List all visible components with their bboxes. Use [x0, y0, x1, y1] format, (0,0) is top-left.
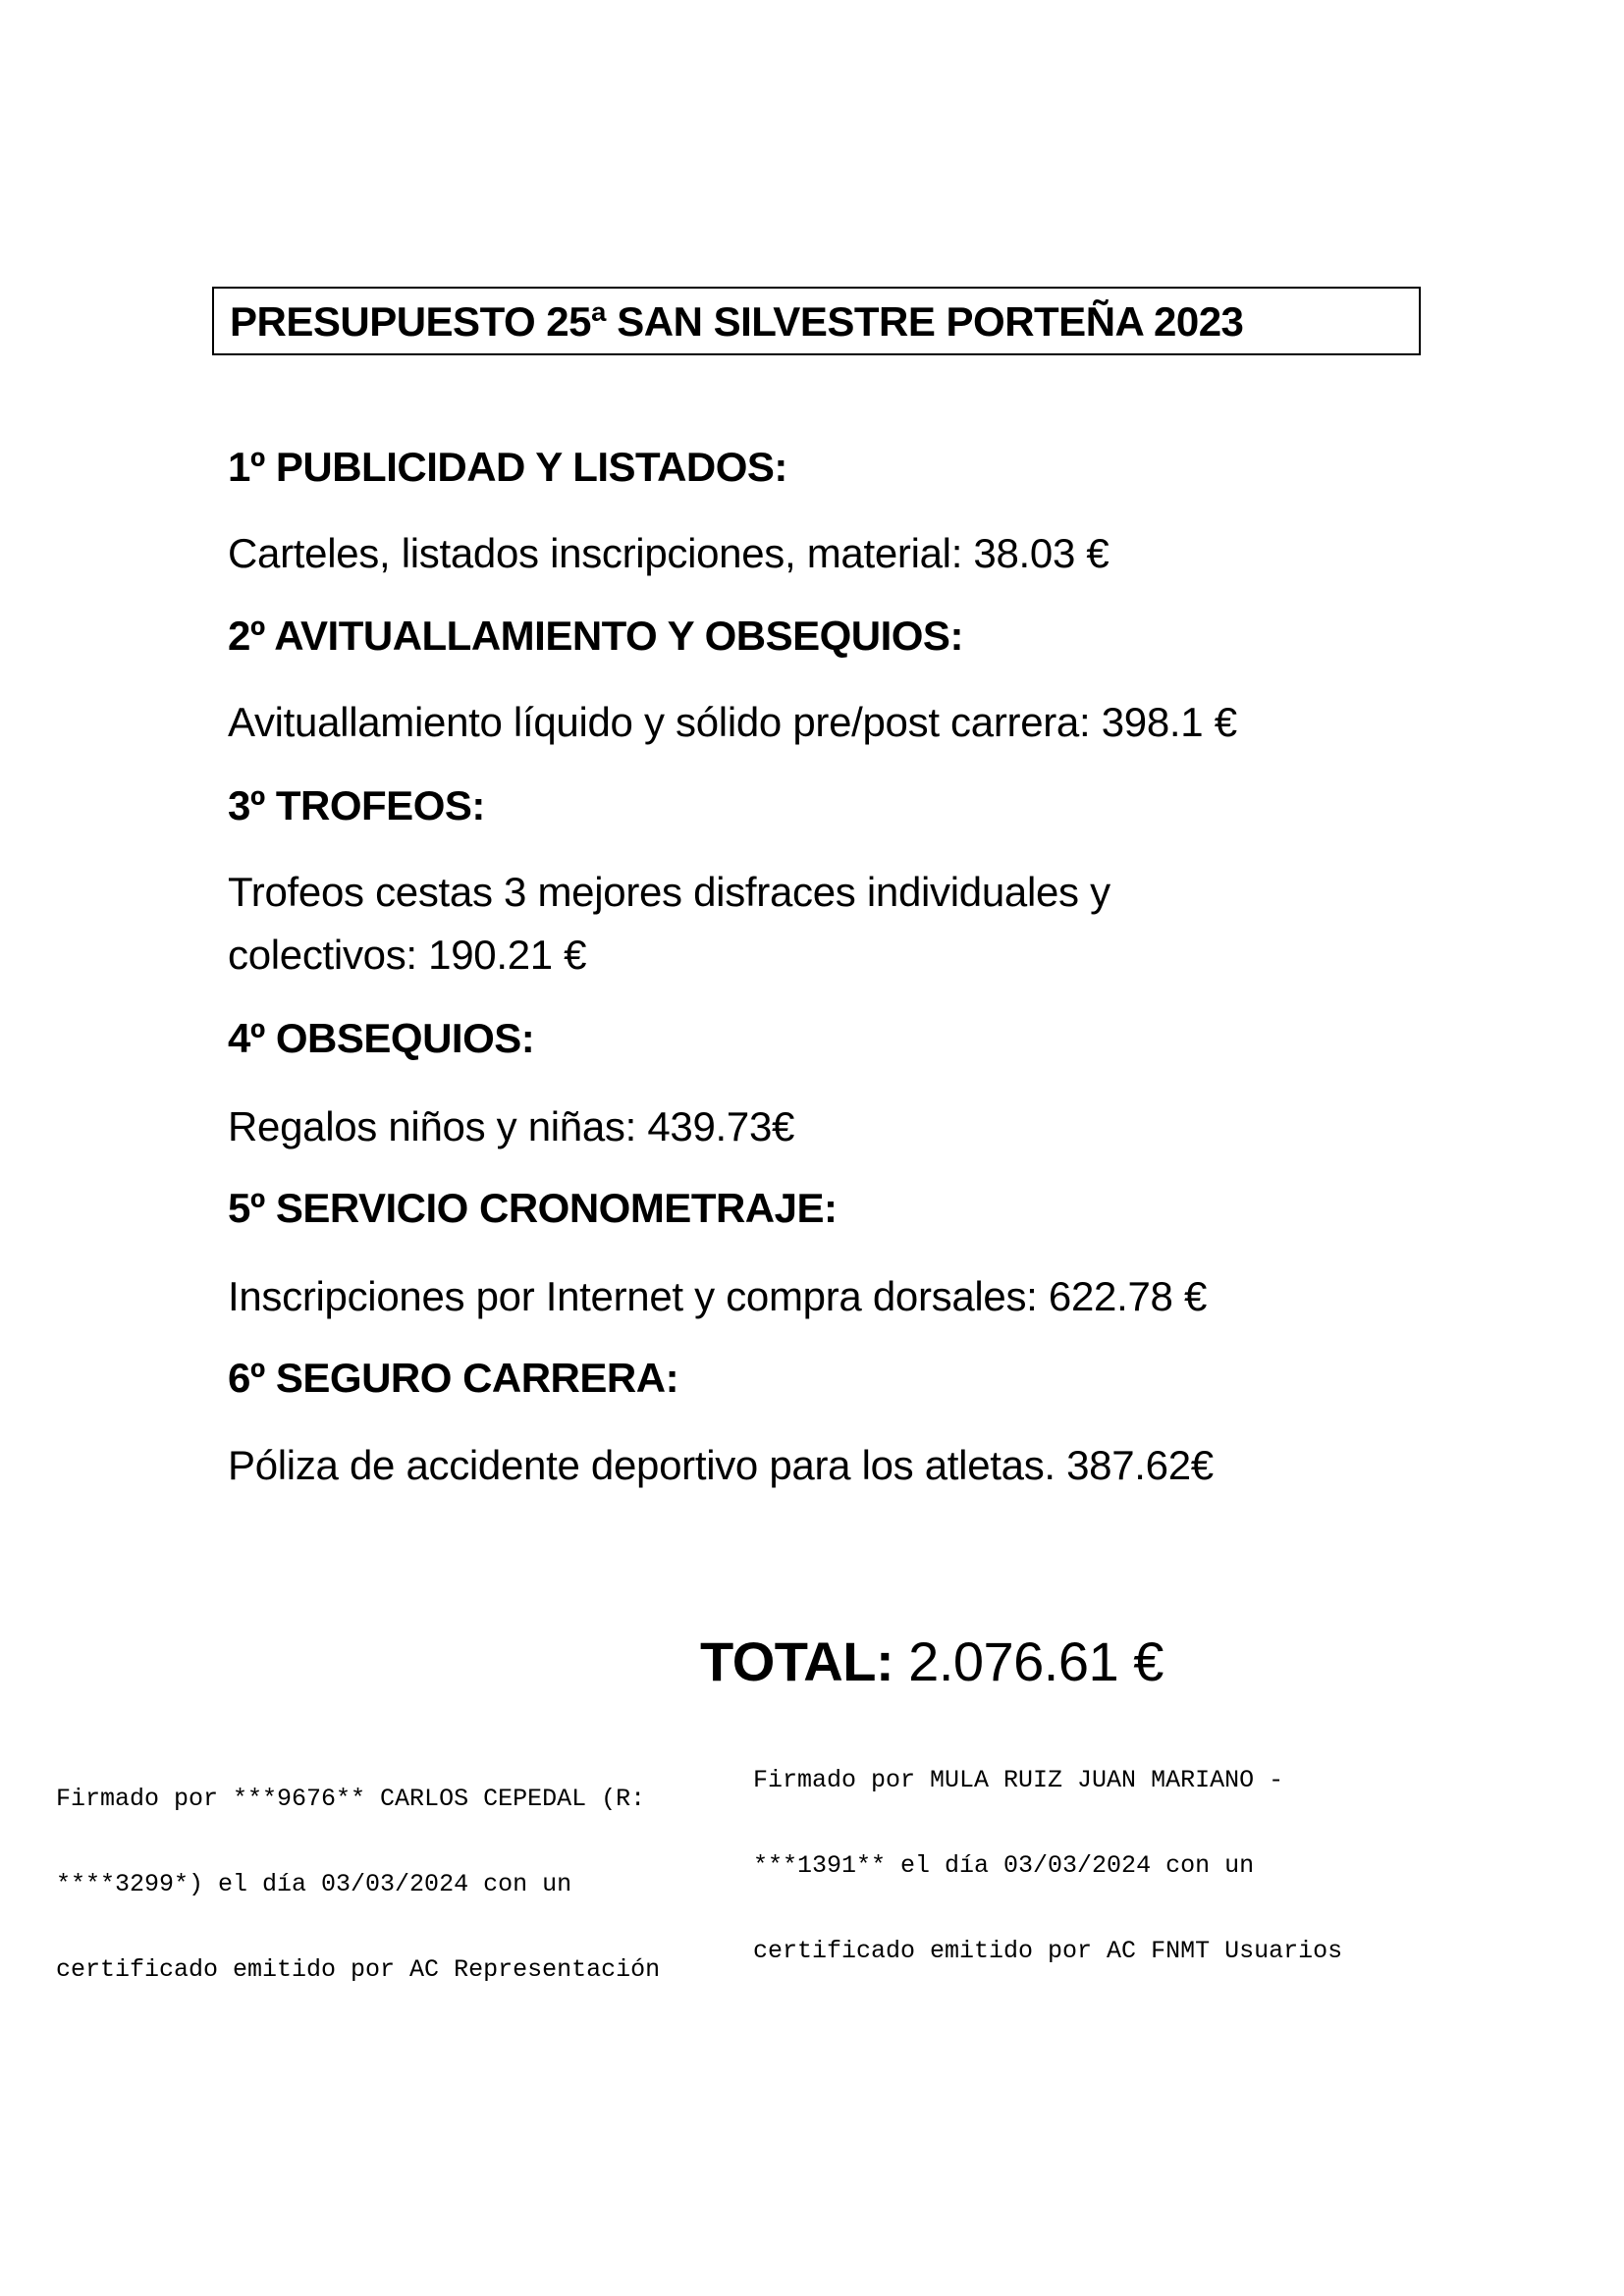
section-heading-cronometraje: 5º SERVICIO CRONOMETRAJE:: [228, 1185, 838, 1231]
section-body-trofeos-line-2: colectivos: 190.21 €: [228, 932, 587, 978]
section-heading-obsequios: 4º OBSEQUIOS:: [228, 1015, 535, 1061]
total-value: 2.076.61 €: [908, 1630, 1164, 1692]
section-body-trofeos: [228, 861, 1386, 987]
section-body-trofeos-line-1: Trofeos cestas 3 mejores disfraces individuales y: [228, 869, 1110, 915]
section-heading-trofeos: 3º TROFEOS:: [228, 782, 485, 828]
document-title: PRESUPUESTO 25ª SAN SILVESTRE PORTEÑA 2023: [230, 298, 1244, 345]
title-box: [212, 287, 1421, 355]
signature-left-line-1: Firmado por ***9676** CARLOS CEPEDAL (R:: [56, 1785, 646, 1813]
section-body-obsequios: Regalos niños y niñas: 439.73€: [228, 1103, 795, 1149]
signature-right-line-3: certificado emitido por AC FNMT Usuarios: [753, 1937, 1343, 1965]
section-body-avituallamiento: Avituallamiento líquido y sólido pre/post carrera: 398.1 €: [228, 699, 1237, 745]
section-body-cronometraje: Inscripciones por Internet y compra dorsales: 622.78 €: [228, 1273, 1208, 1319]
section-heading-seguro: 6º SEGURO CARRERA:: [228, 1355, 679, 1401]
signature-left-line-3: certificado emitido por AC Representación: [56, 1955, 661, 1984]
signature-left: [56, 1728, 660, 2041]
signature-right-line-2: ***1391** el día 03/03/2024 con un: [753, 1851, 1255, 1880]
signature-right-line-1: Firmado por MULA RUIZ JUAN MARIANO -: [753, 1766, 1284, 1794]
signature-left-line-2: ****3299*) el día 03/03/2024 con un: [56, 1870, 572, 1898]
total-line: [700, 1629, 1164, 1693]
total-label: TOTAL:: [700, 1630, 894, 1692]
section-body-publicidad: Carteles, listados inscripciones, material: 38.03 €: [228, 530, 1110, 576]
section-body-seguro: Póliza de accidente deportivo para los atletas. 387.62€: [228, 1442, 1214, 1488]
section-heading-avituallamiento: 2º AVITUALLAMIENTO Y OBSEQUIOS:: [228, 613, 963, 659]
section-heading-publicidad: 1º PUBLICIDAD Y LISTADOS:: [228, 444, 787, 490]
signature-right: [753, 1709, 1342, 2022]
